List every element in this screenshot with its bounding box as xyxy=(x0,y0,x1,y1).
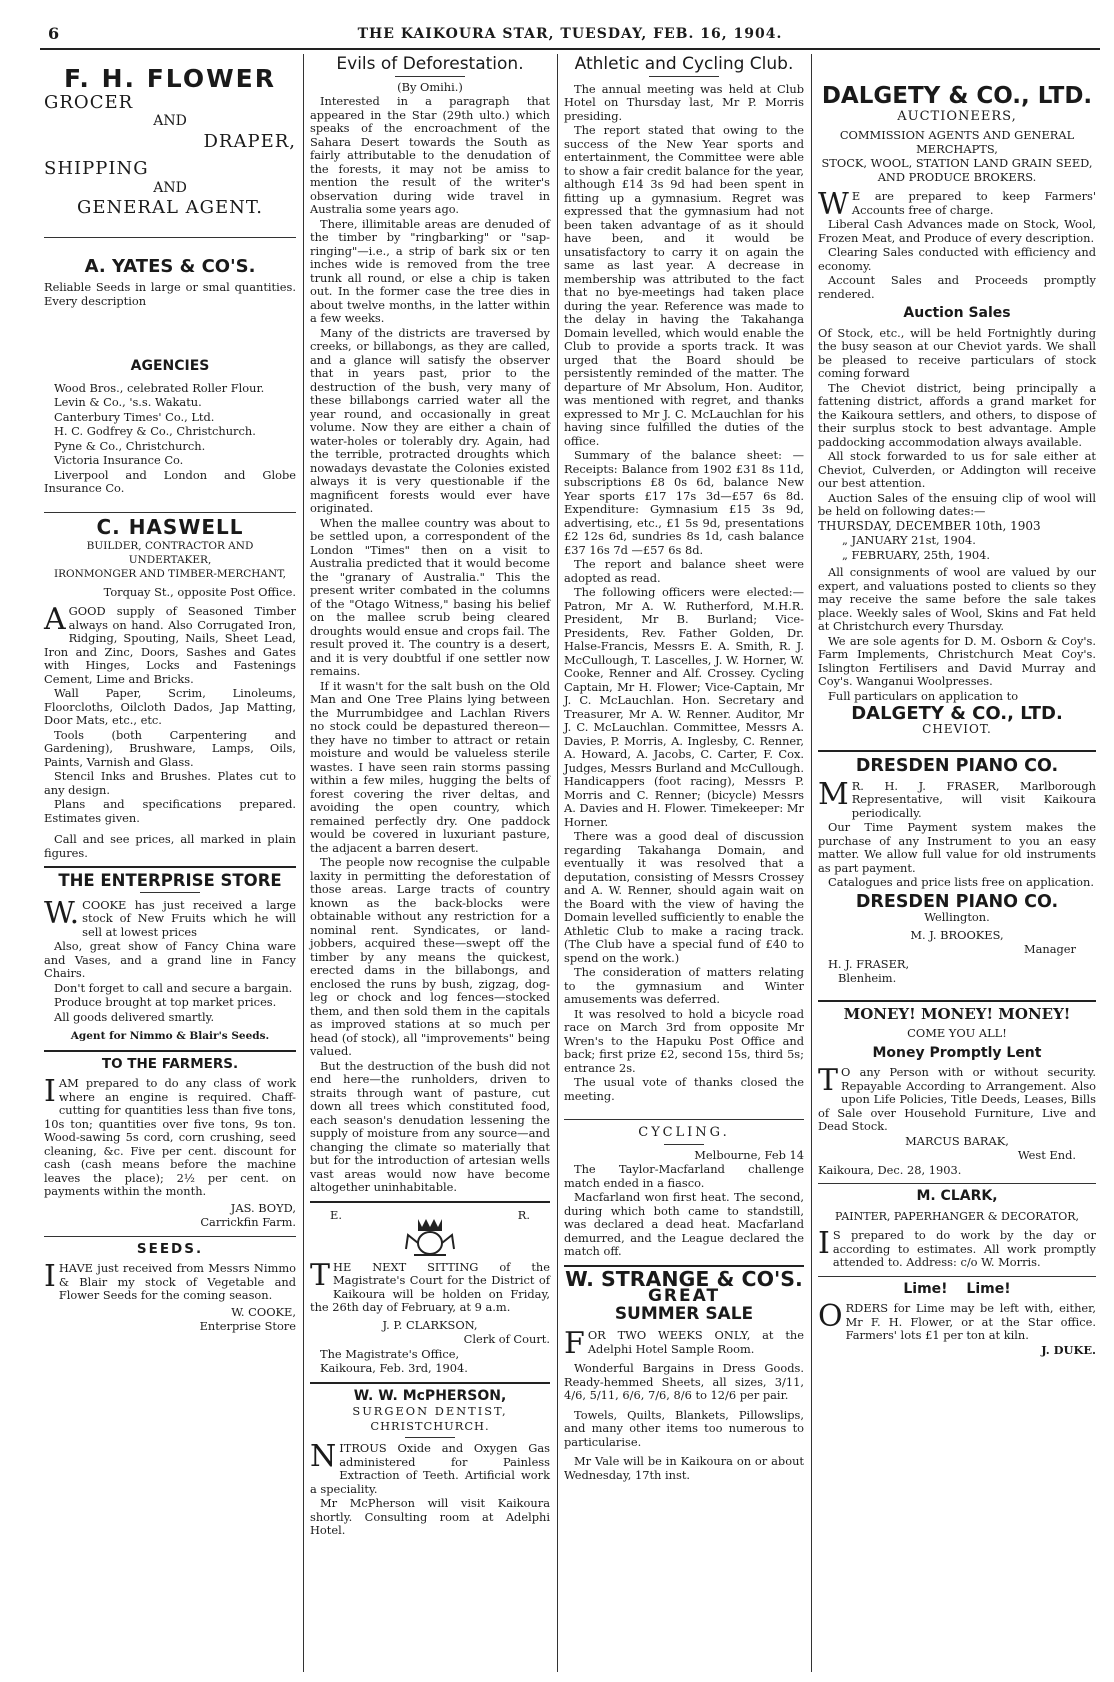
enterprise-advert xyxy=(44,871,296,1044)
auction-section xyxy=(818,307,1096,736)
strange-para: Mr Vale will be in Kaikoura on or about Wednesday, 17th inst. xyxy=(564,1454,804,1482)
haswell-advert xyxy=(44,514,296,861)
money-sig: West End. xyxy=(1017,1148,1076,1162)
strange-para: OR TWO WEEKS ONLY, at the Adelphi Hotel Sample Room. xyxy=(587,1328,804,1356)
seeds-title: SEEDS. xyxy=(136,1240,204,1257)
money-sig: Kaikoura, Dec. 28, 1903. xyxy=(818,1162,962,1177)
auction-para: All consignments of wool are valued by our expert, and valuations posted to clients so they may receive the same before the sale takes place. Weekly sales of Wool, Skins and Fat held at Christchurch every Thursday. xyxy=(818,565,1096,633)
dalgety-name: DALGETY & CO., LTD. xyxy=(821,83,1093,109)
mcpherson-para: Mr McPherson will visit Kaikoura shortly. Consulting room at Adelphi Hotel. xyxy=(310,1496,550,1537)
strange-name: W. STRANGE & CO'S. xyxy=(565,1266,803,1291)
drop-cap: F xyxy=(564,1326,585,1361)
column-4 xyxy=(814,54,1100,1672)
auction-date: „ FEBRUARY, 25th, 1904. xyxy=(842,547,990,562)
article-para: The consideration of matters relating to the gymnasium and Winter amusements was deferred. xyxy=(564,965,804,1006)
dalgety-advert xyxy=(818,83,1096,301)
haswell-para: Wall Paper, Scrim, Linoleums, Floorcloths, Oilcloth Dados, Jap Matting, Door Mats, etc., etc. xyxy=(44,686,296,727)
haswell-para: Call and see prices, all marked in plain figures. xyxy=(44,832,296,860)
auction-para: Auction Sales of the ensuing clip of wool will be held on following dates:— xyxy=(818,490,1096,518)
dalgety-para: Clearing Sales conducted with efficiency and economy. xyxy=(818,245,1096,273)
drop-cap: W. xyxy=(44,895,80,931)
haswell-para: Tools (both Carpentering and Gardening), Brushware, Lamps, Oils, Paints, Varnish and Glass. xyxy=(44,727,296,769)
enterprise-para: COOKE has just received a large stock of New Fruits which he will sell at lowest prices xyxy=(82,897,296,939)
flower-line: AND xyxy=(153,113,187,129)
auction-title: Auction Sales xyxy=(903,305,1011,321)
drop-cap: W xyxy=(818,187,849,222)
agency-item: Liverpool and London and Globe Insurance Co. xyxy=(44,467,296,495)
seeds-sig: W. COOKE, xyxy=(231,1304,296,1319)
strange-advert xyxy=(564,1266,804,1483)
page-number: 6 xyxy=(48,24,60,43)
mcpherson-name: W. W. McPHERSON, xyxy=(353,1387,507,1404)
auction-para: The Cheviot district, being principally a fattening district, affords a grand market for the Kaikoura settlers, and others, to dispose of their surplus stock to best advantage. Ample paddocking accommodation always available. xyxy=(818,380,1096,449)
flower-line: GENERAL AGENT. xyxy=(77,197,263,218)
agency-item: Victoria Insurance Co. xyxy=(54,453,184,467)
yates-name: A. YATES & CO'S. xyxy=(84,255,256,277)
column-2 xyxy=(306,54,554,1672)
lime-advert xyxy=(818,1280,1096,1358)
cycling-para: Macfarland won first heat. The second, during which both came to standstill, was declared a dead heat. Macfarland demurred, and the League declared the match off. xyxy=(564,1190,804,1258)
enterprise-title: THE ENTERPRISE STORE xyxy=(58,871,282,890)
enterprise-para: Produce brought at top market prices. xyxy=(54,995,277,1009)
drop-cap: M xyxy=(818,776,849,812)
column-3 xyxy=(560,54,808,1672)
money-sig: MARCUS BARAK, xyxy=(905,1133,1009,1148)
haswell-para: Stencil Inks and Brushes. Plates cut to any design. xyxy=(44,769,296,797)
column-1 xyxy=(40,54,300,1672)
article-para: There was a good deal of discussion regarding Takahanga Domain, and eventually it was resolved that a deputation, consisting of Messrs Crossey and A. W. Renner, should again wait on the Board with the view of having the Domain levelled sufficiently to enable the Athletic Club to make a racing track. (The Club have a special fund of £40 to spend on the work.) xyxy=(564,829,804,965)
cycling-para: The Taylor-Macfarland challenge match ended in a fiasco. xyxy=(564,1162,804,1190)
enterprise-para: All goods delivered smartly. xyxy=(54,1009,215,1024)
dalgety-para: E are prepared to keep Farmers' Accounts free of charge. xyxy=(851,189,1096,217)
notice-sig: Clerk of Court. xyxy=(463,1332,550,1346)
money-advert xyxy=(818,1004,1096,1178)
article-para: If it wasn't for the salt bush on the Old Man and One Tree Plains lying between the Murrumbidgee and Lachlan Rivers no stock could be depastured thereon—they have no timber to attract or retain moisture and would be valueless sterile wastes. I have seen rain storms passing within a few miles, hugging the belts of forest covering the river deltas, and avoiding the open country, which remained perfectly dry. One paddock would be covered in luxuriant pasture, the adjacent a barren desert. xyxy=(310,678,550,855)
yates-advert xyxy=(44,255,296,496)
strange-para: Wonderful Bargains in Dress Goods. Ready-hemmed Sheets, all sizes, 3/11, 4/6, 5/11, 6/6, 7/6, 8/6 to 12/6 per pair. xyxy=(564,1361,804,1402)
dresden-name-2: DRESDEN PIANO CO. xyxy=(855,891,1059,912)
dresden-para: R. H. J. FRASER, Marlborough Representative, will visit Kaikoura periodically. xyxy=(851,778,1096,820)
article-para: The annual meeting was held at Club Hotel on Thursday last, Mr P. Morris presiding. xyxy=(564,81,804,123)
dalgety-place: CHEVIOT. xyxy=(922,721,992,736)
agency-item: Canterbury Times' Co., Ltd. xyxy=(54,409,215,424)
enterprise-agent: Agent for Nimmo & Blair's Seeds. xyxy=(70,1030,270,1042)
masthead: THE KAIKOURA STAR, TUESDAY, FEB. 16, 1904. xyxy=(357,26,783,42)
drop-cap: N xyxy=(310,1439,337,1474)
article-title: Evils of Deforestation. xyxy=(336,54,524,74)
agency-item: Wood Bros., celebrated Roller Flour. xyxy=(54,380,265,395)
article-title: Athletic and Cycling Club. xyxy=(574,54,794,74)
farmers-sig: Carrickfin Farm. xyxy=(200,1215,296,1229)
drop-cap: I xyxy=(44,1074,56,1109)
dresden-sig: H. J. FRASER, xyxy=(828,956,910,971)
auction-date: THURSDAY, DECEMBER 10th, 1903 xyxy=(818,518,1041,533)
yates-text: Reliable Seeds in large or smal quantities. Every description xyxy=(44,280,296,308)
haswell-line: Torquay St., opposite Post Office. xyxy=(103,584,296,599)
agencies-title: AGENCIES xyxy=(130,358,210,374)
column-rule xyxy=(557,54,558,1672)
dalgety-para: Account Sales and Proceeds promptly rendered. xyxy=(818,273,1096,301)
auction-para: All stock forwarded to us for sale either at Cheviot, Culverden, or Addington will receive our best attention. xyxy=(818,449,1096,490)
article-para: There, illimitable areas are denuded of the timber by "ringbarking" or "sap-ringing"—i.e., a strip of bark six or ten inches wide is removed from the tree trunk all round, or else a chip is taken out. In the former case the tree dies in about twelve months, in the latter within a few weeks. xyxy=(310,216,550,325)
cycling-section xyxy=(564,1126,804,1259)
farmers-title: TO THE FARMERS. xyxy=(101,1055,239,1072)
notice-para: HE NEXT SITTING of the Magistrate's Court for the District of Kaikoura will be holden on Friday, the 26th day of February, at 9 a.m. xyxy=(310,1259,550,1314)
drop-cap: T xyxy=(310,1257,331,1293)
lime-para: RDERS for Lime may be left with, either, Mr F. H. Flower, or at the Star office. Farmers' lots £1 per ton at kiln. xyxy=(845,1301,1096,1342)
dresden-name: DRESDEN PIANO CO. xyxy=(855,756,1059,776)
column-rule xyxy=(811,54,812,1672)
dresden-sig: Blenheim. xyxy=(838,971,897,985)
seeds-advert xyxy=(44,1240,296,1334)
haswell-para: GOOD supply of Seasoned Timber always on hand. Also Corrugated Iron, Ridging, Spouting, Nails, Sheet Lead, Iron and Zinc, Doors, Sashes and Gates with Hinges, Locks and Fastenings Cement, Lime and Bricks. xyxy=(44,604,296,686)
dalgety-line: COMMISSION AGENTS AND GENERAL MERCHAPTS, xyxy=(839,128,1075,156)
article-para: Summary of the balance sheet: —Receipts: Balance from 1902 £31 8s 11d, subscriptions £8 0s 6d, balance New Year sports £17 17s 3d—£57 6s 8d. Expenditure: Gymnasium £15 3s 9d, advertising, etc., £1 5s 9d, presentations £2 12s 6d, sundries 8s 1d, cash balance £37 16s 7d —£57 6s 8d. xyxy=(564,448,804,557)
haswell-line: BUILDER, CONTRACTOR AND UNDERTAKER, xyxy=(86,540,254,566)
money-sub: COME YOU ALL! xyxy=(907,1026,1007,1040)
drop-cap: A xyxy=(44,602,66,637)
drop-cap: O xyxy=(818,1299,843,1334)
agency-item: Pyne & Co., Christchurch. xyxy=(54,438,206,453)
article-para: The report and balance sheet were adopted as read. xyxy=(564,557,804,585)
notice-sig: J. P. CLARKSON, xyxy=(382,1317,478,1332)
seeds-sig: Enterprise Store xyxy=(199,1319,296,1333)
mcpherson-para: ITROUS Oxide and Oxygen Gas administered for Painless Extraction of Teeth. Artificial work a speciality. xyxy=(310,1441,550,1496)
lime-sig: J. DUKE. xyxy=(1041,1342,1096,1357)
auction-para: Of Stock, etc., will be held Fortnightly during the busy season at our Cheviot yards. We shall be pleased to receive particulars of stock coming forward xyxy=(818,325,1096,380)
seeds-para: HAVE just received from Messrs Nimmo & Blair my stock of Vegetable and Flower Seeds for the coming season. xyxy=(58,1261,296,1302)
article-para: Interested in a paragraph that appeared in the Star (29th ulto.) which speaks of the encroachment of the Sahara Desert towards the South as fairly attributable to the denudation of the forests, it may not be amiss to mention the result of the writer's observation during wide travel in Australia some years ago. xyxy=(310,94,550,216)
article-para: Many of the districts are traversed by creeks, or billabongs, as they are called, and a glance will satisfy the observer that in years past, prior to the destruction of the bush, very many of these billabongs carried water all the year round, and occasionally in great volume. Now they are either a chain of water-holes or tolerably dry. Again, had the terrible, protracted droughts which nowadays devastate the Colonies existed always it is very questionable if the magnificent forests would ever have originated. xyxy=(310,325,550,515)
auction-para: We are sole agents for D. M. Osborn & Coy's. Farm Implements, Christchurch Meat Coy's. Islington Fertilisers and David Murray and Coy's. Wanganui Woolpresses. xyxy=(818,633,1096,688)
drop-cap: I xyxy=(44,1259,56,1294)
cycling-dateline: Melbourne, Feb 14 xyxy=(694,1147,804,1162)
haswell-line: IRONMONGER AND TIMBER-MERCHANT, xyxy=(53,568,287,580)
column-rule xyxy=(303,54,304,1672)
article-para: The following officers were elected:—Patron, Mr A. W. Rutherford, M.H.R. President, Mr B. Burland; Vice-Presidents, Rev. Father Golden, Dr. Halse-Francis, Messrs E. A. Smith, R. J. McCullough, T. Lascelles, J. W. Horner, W. Cooke, Renner and Alf. Crossey. Cycling Captain, Mr H. Flower; Vice-Captain, Mr J. C. McLauchlan. Hon. Secretary and Treasurer, Mr A. W. Renner. Auditor, Mr J. C. McLauchlan. Committee, Messrs A. Davies, P. Morris, A. Inglesby, C. Renner, A. Howard, A. Jacobs, C. Carter, F. Cox. Judges, Messrs Burland and McCullough. Handicappers (foot racing), Messrs P. Morris and C. Renner; (bicycle) Messrs A. Davies and H. Flower. Timekeeper: Mr Horner. xyxy=(564,585,805,829)
article-para: The people now recognise the culpable laxity in permitting the deforestation of those areas. Large tracts of country known as the back-blocks were obtainable without any restriction for a nominal rent. Syndicates, or land-jobbers, acquired these—swept off the timber by any means the quickest, erected dams in the billabongs, and enclosed the runs by bush, zigzag, dog-leg or chock and log fences—stocked them, and then sold them in the capitals as improved stations at so much per head (of stock), all "improvements" being valued. xyxy=(310,855,550,1058)
drop-cap: I xyxy=(818,1226,830,1261)
dalgety-line: STOCK, WOOL, STATION LAND GRAIN SEED, AND PRODUCE BROKERS. xyxy=(821,156,1093,184)
money-title: MONEY! MONEY! MONEY! xyxy=(843,1004,1071,1023)
strange-line: SUMMER SALE xyxy=(614,1303,754,1324)
drop-cap: T xyxy=(818,1063,839,1098)
enterprise-para: Also, great show of Fancy China ware and Vases, and a grand line in Fancy Chairs. xyxy=(44,939,296,980)
cycling-title: CYCLING. xyxy=(638,1125,730,1140)
clark-para: S prepared to do work by the day or according to estimates. All work promptly attended to. Address: c/o W. Morris. xyxy=(832,1228,1096,1269)
notice-sig: Kaikoura, Feb. 3rd, 1904. xyxy=(320,1361,468,1375)
crest-letter: R. xyxy=(517,1207,530,1222)
haswell-name: C. HASWELL xyxy=(96,514,244,539)
article-para: The report stated that owing to the success of the New Year sports and entertainment, the Committee were able to show a fair credit balance for the year, although £14 3s 9d had been spent in fitting up a gymnasium. Regret was expressed that the gymnasium had not been taken advantage of as it should have been, and it would be unsatisfactory to carry it on again the same as last year. A decrease in membership was attributed to the fact that no bye-meetings had taken place during the year. Reference was made to the delay in having the Takahanga Domain levelled, which would enable the Club to provide a sports track. It was urged that the Board should be persistently reminded of the matter. The departure of Mr Absolum, Hon. Auditor, was mentioned with regret, and thanks expressed to Mr J. C. McLauchlan for his having since fulfilled the duties of the office. xyxy=(564,123,804,448)
mcpherson-line: SURGEON DENTIST, xyxy=(352,1404,508,1418)
clark-line: PAINTER, PAPERHANGER & DECORATOR, xyxy=(834,1209,1080,1223)
dalgety-line: AUCTIONEERS, xyxy=(897,108,1017,124)
auction-para: Full particulars on application to xyxy=(828,688,1019,703)
crest-letter: E. xyxy=(330,1207,342,1222)
dresden-advert xyxy=(818,756,1096,986)
dalgety-name-2: DALGETY & CO., LTD. xyxy=(851,703,1063,724)
article-byline: (By Omihi.) xyxy=(397,79,463,94)
flower-name: F. H. FLOWER xyxy=(63,64,276,93)
dalgety-para: Liberal Cash Advances made on Stock, Wool, Frozen Meat, and Produce of every description. xyxy=(818,217,1096,245)
clark-name: M. CLARK, xyxy=(916,1188,998,1204)
enterprise-para: Don't forget to call and secure a bargain. xyxy=(54,980,293,995)
auction-date: „ JANUARY 21st, 1904. xyxy=(842,533,976,547)
mcpherson-line: CHRISTCHURCH. xyxy=(370,1418,490,1433)
royal-crest-icon xyxy=(400,1213,460,1257)
strange-line: GREAT xyxy=(647,1286,721,1306)
strange-para: Towels, Quilts, Blankets, Pillowslips, and many other items too numerous to particularise. xyxy=(564,1407,804,1449)
article-para: When the mallee country was about to be settled upon, a correspondent of the London "Times" then on a visit to Australia predicted that it would become the "granary of Australia." This the present writer combated in the columns of the "Otago Witness," basing his belief on the mallee scrub being cleared droughts would ensue and crops fail. The result proved it. The country is a desert, and it is very doubtful if one settler now remains. xyxy=(310,515,550,678)
farmers-advert xyxy=(44,1055,296,1230)
page-header xyxy=(40,14,1100,50)
dresden-sig: M. J. BROOKES, xyxy=(910,927,1004,942)
agency-item: H. C. Godfrey & Co., Christchurch. xyxy=(54,424,256,438)
dresden-place: Wellington. xyxy=(924,910,990,924)
farmers-para: AM prepared to do any class of work where an engine is required. Chaff-cutting for quantities less than five tons, 10s ton; quantities over five tons, 9s ton. Wood-sawing 5s cord, corn crushing, seed cleaning, &c. Five per cent. discount for cash (cash means before the machine leaves the place); 2½ per cent. on payments within the month. xyxy=(44,1076,296,1198)
farmers-sig: JAS. BOYD, xyxy=(230,1200,296,1215)
flower-advert xyxy=(44,64,296,218)
money-title-2: Money Promptly Lent xyxy=(872,1044,1042,1061)
flower-line: SHIPPING xyxy=(44,158,149,179)
flower-line: AND xyxy=(153,179,187,196)
lime-title: Lime! Lime! xyxy=(903,1280,1011,1297)
mcpherson-advert xyxy=(310,1387,550,1538)
haswell-para: Plans and specifications prepared. Estimates given. xyxy=(44,797,296,825)
agency-item: Levin & Co., 's.s. Wakatu. xyxy=(54,395,202,409)
notice-sig: The Magistrate's Office, xyxy=(320,1346,460,1361)
dresden-para: Catalogues and price lists free on application. xyxy=(828,875,1094,889)
article-para: It was resolved to hold a bicycle road race on March 3rd from opposite Mr Wren's to the Hapuku Post Office and back; first prize £2, second 15s, third 5s; entrance 2s. xyxy=(564,1006,804,1075)
article-para: The usual vote of thanks closed the meeting. xyxy=(564,1075,804,1103)
court-notice xyxy=(310,1209,550,1376)
money-para: O any Person with or without security. Repayable According to Arrangement. Also upon Life Policies, Title Deeds, Leases, Bills of Sale over Household Furniture, Live and Dead Stock. xyxy=(818,1065,1096,1133)
clark-advert xyxy=(818,1190,1096,1270)
flower-line: DRAPER, xyxy=(203,130,296,152)
dresden-para: Our Time Payment system makes the purchase of any Instrument to you an easy matter. We allow full value for old instruments as part payment. xyxy=(818,820,1096,875)
dresden-sig: Manager xyxy=(1023,942,1076,956)
flower-line: GROCER xyxy=(44,91,134,113)
article-para: But the destruction of the bush did not end here—the runholders, driven to straits through want of pasture, cut down all trees which constituted food, each season's denudation lessening the supply of moisture from any source—and changing the climate so materially that but for the introduction of artesian wells vast areas would now have become altogether uninhabitable. xyxy=(310,1058,550,1194)
